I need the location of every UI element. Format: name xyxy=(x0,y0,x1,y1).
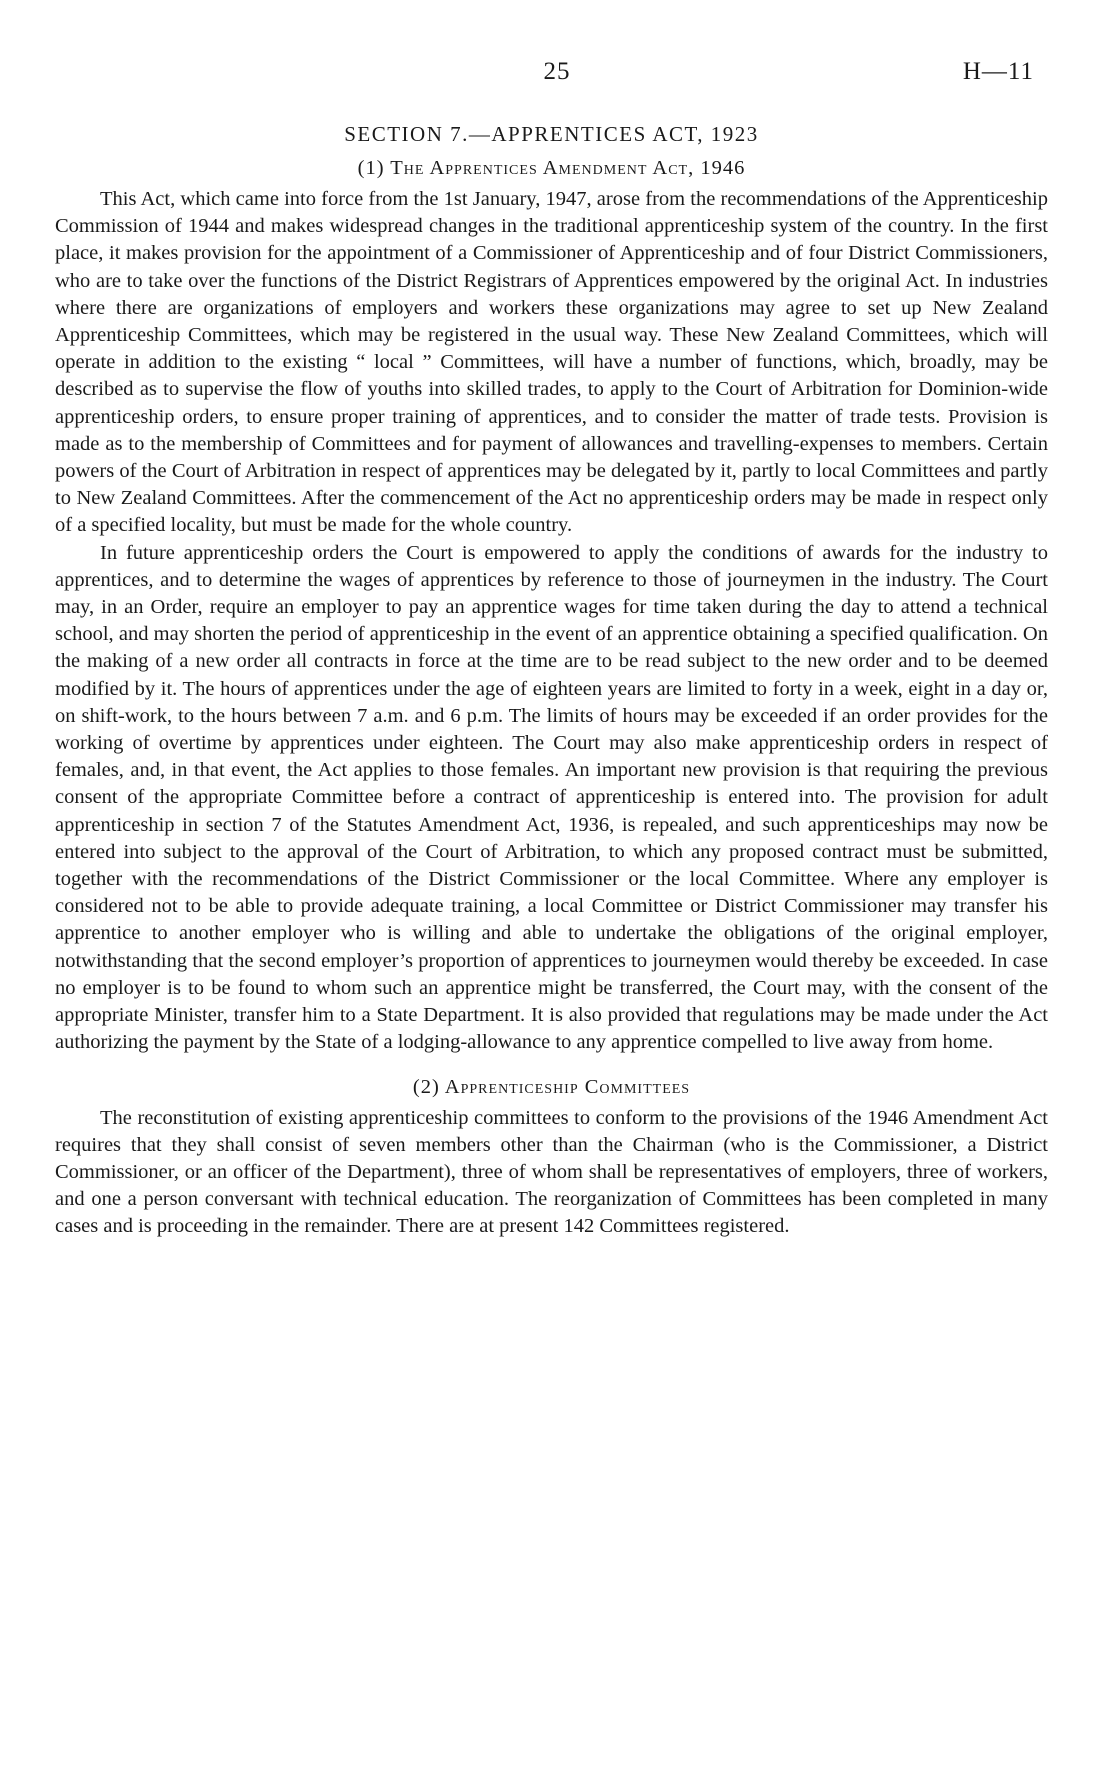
subsection-heading-apprenticeship-committees: (2) Apprenticeship Committees xyxy=(412,1075,691,1098)
page-number: 25 xyxy=(543,58,571,85)
page-content xyxy=(55,120,1048,1241)
document-reference: H—11 xyxy=(962,58,1034,85)
section-heading: SECTION 7.—APPRENTICES ACT, 1923 xyxy=(344,122,759,146)
paragraph: In future apprenticeship orders the Court is empowered to apply the conditions of awards for the industry to apprentices, and to determine the wages of apprentices by reference to those of journeymen in the industry. The Court may, in an Order, require an employer to pay an apprentice wages for time taken during the day to attend a technical school, and may shorten the period of apprenticeship in the event of an apprentice obtaining a specified qualification. On the making of a new order all contracts in force at the time are to be read subject to the new order and to be deemed modified by it. The hours of apprentices under the age of eighteen years are limited to forty in a week, eight in a day or, on shift-work, to the hours between 7 a.m. and 6 p.m. The limits of hours may be exceeded if an order provides for the working of overtime by apprentices under eighteen. The Court may also make apprenticeship orders in respect of females, and, in that event, the Act applies to those females. An important new provision is that requiring the previous consent of the appropriate Committee before a contract of apprenticeship is entered into. The provision for adult apprenticeship in section 7 of the Statutes Amendment Act, 1936, is repealed, and such apprenticeships may now be entered into subject to the approval of the Court of Arbitration, to which any proposed contract must be submitted, together with the recommendations of the District Commissioner or the local Committee. Where any employer is considered not to be able to provide adequate training, a local Committee or District Commissioner may transfer his apprentice to another employer who is willing and able to undertake the obligations of the original employer, notwithstanding that the second employer’s proportion of apprentices to journeymen would thereby be exceeded. In case no employer is to be found to whom such an apprentice might be transferred, the Court may, with the consent of the appropriate Minister, transfer him to a State Department. It is also provided that regulations may be made under the Act authorizing the payment by the State of a lodging-allowance to any apprentice compelled to live away from home. xyxy=(55,541,1048,1054)
subsection-heading-amendment-act: (1) The Apprentices Amendment Act, 1946 xyxy=(357,157,746,179)
paragraph: This Act, which came into force from the 1st January, 1947, arose from the recommendations of the Apprenticeship Commission of 1944 and makes widespread changes in the traditional apprenticeship system of the country. In the first place, it makes provision for the appointment of a Commissioner of Apprenticeship and of four District Commissioners, who are to take over the functions of the District Registrars of Apprentices empowered by the original Act. In industries where there are organizations of employers and workers these organizations may agree to set up New Zealand Apprenticeship Committees, which may be registered in the usual way. These New Zealand Committees, which will operate in addition to the existing “ local ” Committees, will have a number of functions, which, broadly, may be described as to supervise the flow of youths into skilled trades, to apply to the Court of Arbitration for Dominion-wide apprenticeship orders, to ensure proper training of apprentices, and to consider the matter of trade tests. Provision is made as to the membership of Committees and for payment of allowances and travelling-expenses to members. Certain powers of the Court of Arbitration in respect of apprentices may be delegated by it, partly to local Committees and partly to New Zealand Committees. After the commencement of the Act no apprenticeship orders may be made in respect only of a specified locality, but must be made for the whole country. xyxy=(55,188,1048,537)
paragraph: The reconstitution of existing apprenticeship committees to conform to the provisions of the 1946 Amendment Act requires that they shall consist of seven members other than the Chairman (who is the Commissioner, a District Commissioner, or an officer of the Department), three of whom shall be representatives of employers, three of workers, and one a person conversant with technical education. The reorganization of Committees has been completed in many cases and is proceeding in the remainder. There are at present 142 Committees registered. xyxy=(55,1106,1048,1238)
